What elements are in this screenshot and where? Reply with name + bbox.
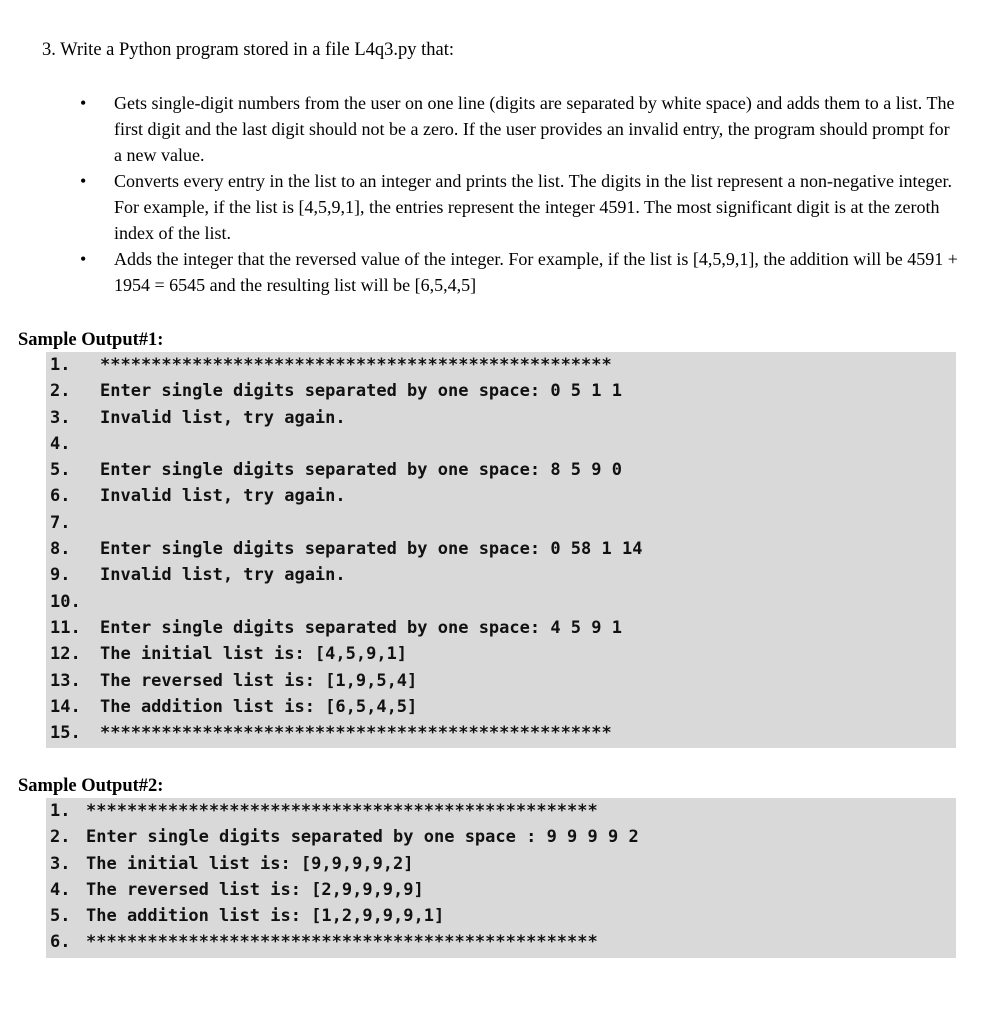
sample-output-2-console — [46, 798, 956, 958]
console-line — [46, 798, 956, 824]
console-line — [46, 851, 956, 877]
line-text: Invalid list, try again. — [100, 486, 346, 507]
line-text: The initial list is: [4,5,9,1] — [100, 644, 408, 665]
line-number: 10. — [50, 591, 81, 612]
line-text: Enter single digits separated by one space : 9 9 9 9 2 — [86, 827, 639, 848]
line-number: 11. — [50, 617, 81, 638]
line-number: 6. — [50, 486, 71, 507]
line-number: 3. — [50, 853, 71, 874]
line-text: The reversed list is: [2,9,9,9,9] — [86, 879, 424, 900]
line-text: Enter single digits separated by one space: 8 5 9 0 — [100, 460, 622, 481]
line-number: 12. — [50, 644, 81, 665]
question-title: 3. Write a Python program stored in a file L4q3.py that: — [42, 40, 454, 60]
console-line — [46, 352, 956, 378]
console-line — [46, 431, 956, 457]
line-number: 9. — [50, 565, 71, 586]
line-text: ************************************************** — [100, 723, 612, 744]
console-line — [46, 668, 956, 694]
line-number: 6. — [50, 932, 71, 953]
console-line — [46, 378, 956, 404]
console-line — [46, 405, 956, 431]
line-text: ************************************************** — [100, 355, 612, 375]
console-line — [46, 457, 956, 483]
line-number: 5. — [50, 460, 71, 481]
requirement-item: • Gets single-digit numbers from the user on one line (digits are separated by white space) and adds them to a list. The first digit and the last digit should not be a zero. If the user provides an invalid entry, the program should prompt for a new value. — [80, 90, 960, 168]
line-text: ************************************************** — [86, 932, 598, 953]
sample-output-1-console — [46, 352, 956, 748]
console-line — [46, 641, 956, 667]
console-line — [46, 720, 956, 746]
line-text: The reversed list is: [1,9,5,4] — [100, 670, 418, 691]
line-number: 4. — [50, 433, 71, 454]
requirements-list — [80, 90, 960, 298]
line-number: 7. — [50, 512, 71, 533]
console-line — [46, 562, 956, 588]
line-number: 4. — [50, 879, 71, 900]
line-number: 1. — [50, 801, 71, 821]
requirement-item: • Converts every entry in the list to an integer and prints the list. The digits in the list represent a non-negative integer. For example, if the list is [4,5,9,1], the entries represent the integer 4591. The most significant digit is at the zeroth index of the list. — [80, 168, 960, 246]
line-number: 2. — [50, 381, 71, 402]
console-line — [46, 824, 956, 850]
console-line — [46, 483, 956, 509]
console-line — [46, 510, 956, 536]
line-text: The addition list is: [1,2,9,9,9,1] — [86, 906, 445, 927]
line-text: ************************************************** — [86, 801, 598, 821]
console-line — [46, 929, 956, 955]
line-number: 5. — [50, 906, 71, 927]
line-number: 14. — [50, 696, 81, 717]
line-text: Enter single digits separated by one space: 4 5 9 1 — [100, 617, 622, 638]
line-number: 8. — [50, 539, 71, 560]
sample-output-2-title: Sample Output#2: — [18, 776, 164, 796]
requirement-item: • Adds the integer that the reversed value of the integer. For example, if the list is [4,5,9,1], the addition will be 4591 + 1954 = 6545 and the resulting list will be [6,5,4,5] — [80, 246, 960, 298]
line-number: 13. — [50, 670, 81, 691]
console-line — [46, 877, 956, 903]
line-number: 3. — [50, 407, 71, 428]
line-text: The initial list is: [9,9,9,9,2] — [86, 853, 414, 874]
line-number: 1. — [50, 355, 71, 375]
sample-output-1-title: Sample Output#1: — [18, 330, 164, 350]
console-line — [46, 694, 956, 720]
console-line — [46, 589, 956, 615]
line-number: 15. — [50, 723, 81, 744]
line-text: Enter single digits separated by one space: 0 58 1 14 — [100, 539, 643, 560]
line-text: The addition list is: [6,5,4,5] — [100, 696, 418, 717]
console-line — [46, 536, 956, 562]
line-number: 2. — [50, 827, 71, 848]
console-line — [46, 615, 956, 641]
line-text: Invalid list, try again. — [100, 565, 346, 586]
line-text: Enter single digits separated by one space: 0 5 1 1 — [100, 381, 622, 402]
console-line — [46, 903, 956, 929]
line-text: Invalid list, try again. — [100, 407, 346, 428]
